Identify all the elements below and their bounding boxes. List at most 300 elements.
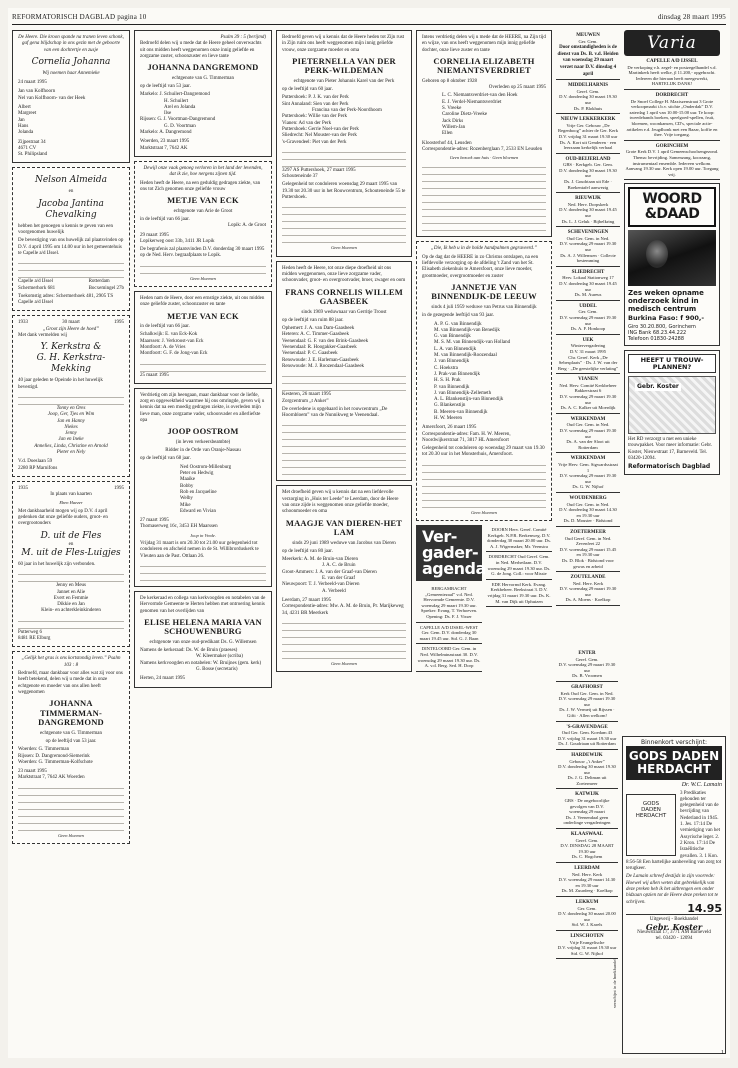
deceased-name: JOOP OOSTROM [167, 426, 239, 437]
church-speaker: Ds. A. van der Sloot uit Rotterdam [566, 439, 610, 450]
ad-text: 40 jaar geleden te Opeinde in het huwelijk bevestigd. [18, 378, 103, 390]
church-speaker: Ds. J. Veenendaal geen onderlinge vergaderingen [563, 814, 611, 826]
anniversary-announcement [12, 315, 130, 476]
ad-intro: Verdrietig om zijn heengaan, maar dankbaar voor de liefde, zorg en opgewektheid waarmee hij ons omringde, geven wij u kennis dat na een moedig gedragen ziekte, is overleden mijn lieve man, onze zorgzame vader, schoonvader en allerliefste opa [140, 392, 265, 424]
wedding-plans-advertisement [624, 350, 720, 474]
book-description: 3 Predikaties gehouden ter gelegenheid van de bevrijding van Nederland in 1945. 1. Jes. 17:14 De vernietiging van het Assyrische leger. 2. 2 Kron. 17:14 De Israëlitische gevallen. 3. 1 Kon. 8:56-58 Een hartelijke aanbeveling van zorg tot terugkeer. [626, 790, 722, 872]
ad-subtitle: In plaats van kaarten [50, 492, 92, 498]
address-line: Capelle a/d IJssel [18, 279, 53, 285]
notice-text: De Snoef College H. Maxiszenstraat 3 Grote verkoopmarkt t.b.v. stichte „Onderdak” D.V. zaterdag 1 april van 10.00-15.00 uur. Te koop: tweedehands boeken, speelgoed-spellen, fruit, bloemen, woonkansen, CD's, speciale actie-artikelen e.d. Jeugdhonk met een Bazar, koffie en thee. Vrije toegang. [626, 98, 718, 138]
varia-notice [624, 141, 720, 181]
varia-notice [624, 56, 720, 90]
ad-signature: Geen bloemen [471, 509, 497, 515]
ad-quote: „Die, Ik heb u in de holde handpalmen gegraveerd.” [431, 246, 537, 252]
church-speaker: Ds. D. Blok · Bidstond voor gewas en arbeid [562, 557, 614, 569]
masthead [12, 10, 726, 25]
newspaper-page [8, 8, 730, 1058]
list-item: Ophemert: J. A. van Dam-Gaasbeek [282, 326, 355, 332]
church-time: D.V. donderdag 30 maart 19.30 uur [559, 94, 617, 105]
and-word: en [68, 189, 74, 195]
ad-signature: Geen bloemen [190, 275, 216, 281]
list-item: Puttershoek: Willie van der Perk [282, 114, 347, 120]
church-notice [556, 80, 620, 114]
list-item: W. Kleermaker (scriba) [196, 654, 243, 660]
text-lines [282, 202, 406, 243]
church-time: D.V. woensdag 29 maart 19.30 uur [558, 696, 616, 707]
family-list [282, 557, 406, 595]
list-item: Francina van der Perk-Noordhoom [312, 108, 382, 114]
deceased-age: op de leeftijd van 68 jaar. [140, 456, 191, 462]
address [18, 630, 124, 643]
death-announcement [12, 651, 130, 844]
list-item: Nel van Kolfhoorn- van der Heek [18, 95, 86, 101]
deceased-age: op de leeftijd van 53 jaar. [45, 738, 97, 744]
church-time: D.V. donderdag 30 maart 19.45 uur [559, 280, 617, 292]
church-notice [556, 682, 618, 722]
church-speaker: Ds. D. Mouster · Bidstond [563, 518, 613, 524]
church-place: SLIEDRECHT [571, 269, 605, 275]
list-item: Ned Oostrom-Millenburg [180, 464, 232, 470]
list-item: Renswoude: M. J. Roozendaal-Gaasbeek [282, 363, 365, 369]
church-time: D.V. woensdag 29 maart 19.30 uur [559, 314, 617, 326]
church-place: UEK [582, 337, 594, 343]
church-notice [556, 193, 620, 227]
publisher-line: Uitgeverij - Boekhandel [649, 917, 699, 923]
anniversary-announcement-2 [12, 481, 130, 647]
ad-date: 29 maart 1995 [140, 232, 169, 238]
church-notice [556, 154, 620, 194]
ad-text: 60 jaar in het huwelijk zijn verbonden. [18, 561, 96, 567]
illustration-label: Gebr. Koster [637, 383, 679, 391]
church-time: D.V. woensdag 29 maart 19.30 uur [559, 428, 617, 439]
deceased-age: op de leeftijd van 53 jaar. [140, 83, 191, 89]
ad-text: Gelegenheid tot condoleren woensdag 29 maart 1995 van 19.30 tot 20.30 uur in het Rouwcentrum, Schouteneinde 55 te Puttershoek. [282, 182, 406, 201]
list-item: Montfoort: A. de Vries [140, 345, 186, 350]
trouw-headline [628, 354, 716, 373]
notice-head: GORINCHEM [655, 143, 689, 149]
list-item: Jack Dirks [442, 118, 464, 124]
ad-intro: De kerkeraad en collega van kerkvoogden en notabelen van de Hervormde Gemeente te Herten hebben met ontroering kennis genomen van het overlijden van [140, 595, 266, 614]
ad-text: Vrijdag 31 maart is om 20.30 tot 21.00 uur gelegenheid tot condoleren en afscheid nemen in de St. Willibrorduskerk te Vleuten aan de Past. Ottlaan 26. [140, 541, 259, 559]
column-3 [276, 30, 412, 1052]
list-item: Renswoude: J. E. Harleman-Gaasbeek [282, 357, 359, 363]
church-speaker: Ds. G. W. Nijhof [572, 484, 604, 490]
church-org: Vrije Evangelische [569, 939, 605, 945]
list-item: Hans [18, 123, 29, 129]
ad-date: 23 maart 1995 [18, 769, 47, 775]
church-notice [556, 493, 620, 527]
ad-date: 27 maart 1995 [140, 518, 169, 524]
list-item: J. Prak-van Binnendijk [434, 371, 480, 377]
church-org: Oud Ger. Gem. in Ned. [566, 422, 610, 428]
church-speaker: Ds. J. W. Vermeij uit Rijssen · Gifti · Allen welkom! [559, 707, 615, 718]
notice-text: Grote Kerk D.V. 1 april Gemeenschoolsengezond. Thema: bevrijding. Samenzang, koorzang, instrumentaal ensemble. Iedereen welkom. Aanvang 19.30 uur. Kerk open 19.00 uur. Toegang vrij. [625, 149, 719, 177]
death-announcement-2 [416, 241, 552, 521]
church-org: Ger. Gem. [578, 38, 598, 44]
church-org: Vrije Herv. Gem. Sigwardsstraat 1 [558, 462, 618, 473]
agenda-item: CAPELLE A/D IJSSEL-WEST Ger. Gem. D.V. donderdag 30 maart 19.45 uur. Std. G. J. Baan [416, 623, 482, 645]
church-notice [556, 789, 618, 829]
list-item: Meerkerk: A. M. de Bruin-van Dieren [282, 557, 358, 563]
church-notice [556, 227, 620, 267]
family-list [18, 406, 124, 456]
list-item: Heteren: A. C. Timmer-Gaasbeek [282, 332, 349, 338]
church-notice [556, 114, 620, 154]
agenda-item: DINTELOORD Ger. Gem. in Ned. Wilhelminastraat 30. D.V. woensdag 29 maart 19.30 uur. Ds. A. v.d. Berg. Sed. H. Dorp [416, 644, 482, 671]
ad-intro: Op de dag dat de HEERE in zo Christus ontslapen, na een liefdevolle verzorging op de afdeling 't Zand van het St. Elisabeth ziekenhuis te Amersfoort, onze lieve moeder, grootmoeder, overgrootmoeder en zuster [422, 254, 539, 279]
parents-list [18, 89, 124, 136]
list-item: G. van Binnendijk [434, 334, 471, 340]
ad-intro: Heden heeft de Heere, tot onze diepe droefheid uit ons midden weggenomen, onze lieve zorgzame vader, schoonvader, groot- en overgrootvader, broer, zwager en oom [282, 265, 406, 284]
list-item: Arel en Jolanda [164, 104, 196, 110]
deceased-age: in de leeftijd van 66 jaar. [140, 324, 190, 330]
list-item: Maarssen: J. Verkroost-van Eck [140, 338, 204, 344]
deceased-age: in de leeftijd van 66 jaar. [140, 216, 190, 222]
death-announcement-3 [134, 291, 272, 384]
ad-intro: Bedroefd geven wij u kennis dat de Heere heden tot Zijn rust in Zijn ruim ons heeft weggenomen mijn innig geliefde vrouw, onze zorgzame moeder en oma [282, 35, 405, 53]
book-cover [626, 794, 676, 856]
death-announcement [416, 30, 552, 237]
church-time: D.V. vrijdag 31 maart 19.30 uur [557, 735, 617, 741]
book-cover-line: GODS [642, 800, 660, 807]
church-org: Geref. Gem. [575, 837, 599, 843]
church-place: ZOETERMEER [570, 529, 606, 535]
text-lines [282, 618, 406, 659]
list-item: H. S. H. Prak [434, 378, 461, 384]
ad-reference: Psalm 39 : 5 (berijmd) [220, 35, 266, 40]
family-list [282, 326, 406, 370]
family-list [18, 747, 124, 766]
trouw-footer: Reformatorisch Dagblad [628, 463, 711, 471]
trouw-line: HEEFT U TROUW- [640, 356, 704, 365]
death-announcement-3 [276, 485, 412, 672]
year-start: 1935 [18, 485, 28, 491]
agenda-item: DOORN Herv. Geref. Comité Kerkgeb. N.P.R. Berkenweg. D.V. donderdag 30 maart 20.00 uur. Ds. A. J. Wigermaker, Mr. Veenstra [486, 525, 552, 552]
list-item: Woerden: G. Timmerman-Kolfschote [18, 759, 93, 765]
ad-address: Correspondentie-adres: Fam. H. W. Meeren, Noordwijkerstraat 71, 3817 HL Amersfoort [422, 431, 511, 443]
wedding-announcement [12, 167, 130, 311]
deceased-age: op de leeftijd van ruim 88 jaar. [282, 317, 344, 323]
church-org: Wintervergadering [570, 343, 606, 349]
text-lines [140, 261, 266, 274]
church-notice [556, 414, 620, 454]
family-list [422, 322, 546, 423]
church-notice [556, 572, 620, 606]
ad-address: Zorgcentrum „t Anker” [282, 398, 329, 404]
family-list [282, 95, 406, 145]
list-item: M. S. M. van Binnendijk-van Holland [434, 340, 511, 346]
deceased-subtitle: echtgenote van Arie de Groot [173, 208, 233, 214]
ad-date: Kesteren, 26 maart 1995 [282, 392, 332, 398]
ad-signature: Joop in Vrede. [190, 532, 216, 538]
church-org: Ned. Herv. Kerk [571, 871, 603, 877]
church-speaker: Std. W. J. Karels [571, 922, 603, 928]
child-nickname: Wij noemen haar Annemieke [42, 70, 100, 76]
charity-amount: Burkina Faso: f 900,- [628, 314, 705, 323]
church-place: NIEUW LEKKERKERK [560, 117, 616, 123]
church-org: Herv. Lokaal Stationweg 17 [562, 275, 614, 281]
list-item: Margreet [18, 111, 37, 117]
church-place: HARDEWIJK [571, 752, 603, 758]
text-lines [282, 147, 406, 167]
list-item: Bobby [180, 483, 194, 489]
list-item: C. Hoekstra [434, 365, 458, 371]
family-list [18, 583, 124, 614]
list-item: Markelo: J. Schuilert-Dangremond [140, 92, 210, 98]
list-item: A. P. G. van Binnendijk [434, 321, 482, 327]
church-place: WERKENDAM [570, 416, 606, 422]
list-item: Woerden: G. Timmerman [18, 747, 70, 753]
wedding-illustration [628, 376, 716, 434]
address-block [18, 279, 124, 292]
church-time: D.V. woensdag 29 maart 19.30 uur [559, 394, 617, 405]
text-lines [18, 569, 124, 582]
list-item: G. Bosse (secretaris) [196, 667, 238, 672]
charity-logo-line: &DAAD [644, 206, 700, 223]
church-time: D.V. vrijdag 31 maart 19.30 uur [558, 133, 618, 139]
book-ad-title [626, 746, 722, 780]
church-time: D.V. woensdag 29 maart 14.30 en 19.30 uur [558, 877, 616, 888]
church-org: Geref. Gem. [576, 88, 600, 94]
list-item: Namens kerkvoogden en notabelen: W. Bruijnes (gem. kerk) [140, 660, 262, 666]
list-item: Jan en Ineke [58, 437, 84, 443]
contact-line: Giro 30.20.800, Gorinchem [628, 323, 696, 330]
church-time: D.V. woensdag 29 maart 19.30 uur [558, 662, 616, 673]
deceased-name: METJE VAN ECK [167, 195, 239, 206]
agenda-title-2: gader- [422, 543, 479, 563]
year-start: 1933 [18, 320, 28, 326]
church-speaker: Ds. C. Hogchem [571, 854, 603, 860]
ad-intro: Bedroefd delen wij u mede dat de Heere geheel onverwachts uit ons midden heeft weggenomen onze innig geliefde en zorgzame zuster, schoonzuster en lieve tante [140, 41, 262, 59]
list-item: Mike [180, 502, 191, 508]
masthead-left: REFORMATORISCH DAGBLAD pagina 10 [12, 13, 147, 21]
church-org: Oud Ger. Gem. Koedam 43 [561, 730, 613, 736]
deceased-honour: Ridder in de Orde van Oranje-Nassau [165, 448, 241, 454]
deceased-name: JOHANNA DANGREMOND [147, 62, 259, 73]
list-item: Markelo: A. Dangremond [140, 130, 192, 136]
year-end: 1995 [113, 320, 124, 326]
agenda-item: EDE Hervormd Kerk. Evang. Kerkbeheer. Beekstraat 3. D.V. vrijdag 31 maart 19.30 uur. Ds. K. M. van Dijk uit Ophuizen [486, 580, 552, 607]
church-org: Ned. Herv. Comité Kerkbeheer Bakkerstraat 6 [559, 382, 617, 394]
list-item: M. van Binnendijk-Roozendaal [434, 353, 497, 359]
list-item: Rob en Jacqueline [180, 489, 217, 495]
agenda-section [416, 525, 552, 672]
column-6 [556, 30, 620, 644]
church-place: MIDDELHARNIS [567, 83, 608, 89]
church-place: SCHEVENINGEN [567, 230, 609, 236]
charity-contact [628, 324, 716, 343]
ad-signature: Geen bloemen [331, 660, 357, 666]
church-place: VIANEN [578, 377, 598, 383]
text-lines [140, 561, 266, 581]
agenda-left [416, 525, 486, 672]
church-place: LINSCHOTEN [570, 933, 604, 939]
church-org: Oud Geref. Gem. in Ned. Zevenfeet 22 [564, 535, 612, 547]
agenda-item: DORDRECHT Oud Geref. Gem. in Ned. Merhetlaan. D.V. woensdag 29 maart 19.30 uur. Ds. G. de Jong. Coll.: voor Missie [486, 552, 552, 579]
agenda-item: BERGAMBACHT „Gemeentezaal” v.d. Ned. Hervormde Gemeente. D.V. woensdag 29 maart 19.30 uur. Spreker: Evang. T. Verhoeven. Opening: Ds. F. J. Visser [416, 584, 482, 623]
condolence-notice [134, 591, 272, 688]
list-item: J. A. C. de Bruin [322, 563, 356, 569]
church-speaker: Ds. A. F. Honkoop [570, 326, 606, 332]
list-item: B. Meeren-van Binnendijk [434, 409, 488, 415]
address-line: 2280 RP Marnifons [18, 465, 58, 471]
varia-notice [624, 90, 720, 141]
church-time: D.V. 31 maart 1995 [569, 348, 607, 354]
church-place: OUD-BEIJERLAND [565, 156, 611, 162]
church-time: D.V. donderdag 30 maart 14.30 en 19.30 uur [559, 507, 617, 518]
birth-date: 24 maart 1995 [18, 80, 47, 86]
charity-headline: Zes weken opname onderzoek kind in medisch centrum [628, 289, 704, 314]
contact-line: ING Bank 68.23.44.222 [628, 329, 687, 336]
deceased-age: in de gezegende leeftijd van 93 jaar. [422, 313, 495, 319]
list-item: Namens de kerkeraad: Ds. W. de Bruin (praeses) [140, 648, 238, 654]
text-lines [18, 392, 124, 405]
trouw-text: Het RD verzorgt u met een unieke trouwpakket. Voor meer informatie: Gebr. Koster, Nieuwstraat 17, Barneveld. Tel. 03420-12094. [628, 437, 712, 461]
church-org: Gebouw „'t Anker” [569, 758, 605, 764]
signatories [140, 648, 266, 673]
deceased-subtitle: echtgenote van G. Timmerman [40, 730, 102, 736]
list-item: G. Blankenstijn [434, 403, 466, 409]
church-speaker: Ds. P. Blokhuis [573, 105, 603, 111]
list-item: G. D. Voortman [164, 123, 196, 129]
list-item: P. van Binnendijk [434, 384, 470, 390]
church-time: D.V. DINSDAG 28 MAART 19.30 uur [560, 843, 614, 854]
list-item: M. van Binnendijk-van Benedijk [434, 327, 500, 333]
list-item: Puttershoek: P. J. K. van der Perk [282, 95, 349, 101]
list-item: Schalkwijk: E. van Eck-Kok [140, 332, 198, 338]
address-line: Rotterdam [88, 279, 110, 285]
list-item: Veenendaal: P. C. Gaasbeek [282, 351, 338, 357]
text-lines [422, 460, 546, 508]
list-item: Vianen: Ad van der Perk [282, 120, 332, 126]
family-list [140, 92, 266, 136]
child-photo [628, 230, 716, 286]
publisher-line: Nieuwstraat 17, 3771 AM Barneveld [637, 929, 711, 935]
church-notice [556, 750, 618, 790]
book-cover-line: HERDACHT [635, 813, 667, 820]
church-speaker: Ds. A. C. Kalker uit Moerdijk [560, 405, 616, 411]
deceased-name: FRANS CORNELIS WILLEM GAASBEEK [285, 286, 403, 307]
church-notice [556, 527, 620, 572]
church-speaker: Std. G. W. Nijhof [570, 950, 604, 956]
text-lines [140, 359, 266, 372]
list-item: Jan [18, 117, 25, 123]
ad-intro: hebben het genoegen u kennis te geven van een voorgenomen huwelijk [18, 223, 113, 236]
list-item: Edward en Vivian [180, 508, 216, 514]
agenda-right [486, 525, 552, 672]
deceased-name: CORNELIA ELIZABETH NIEMANTSVERDRIET [433, 55, 535, 76]
address-line: St. Philipsland [18, 152, 48, 158]
list-item: E. van der Graaf [322, 576, 356, 582]
deceased-subtitle: echtgenote van Pieter Johannis Karel van der Perk [293, 78, 395, 84]
text-lines [18, 783, 124, 831]
church-time: D.V. vrijdag 31 maart 19.30 uur [557, 945, 617, 951]
list-item: Sliedrecht: Nel Mouster-van der Perk [282, 133, 357, 139]
church-notice [556, 722, 618, 750]
ad-intro: Bedroefd, maar dankbaar voor alles wat zij voor ons heeft betekend, delen wij u mede dat in onze echtgenote en moeder van ons allen heeft weggenomen [18, 670, 123, 695]
ad-address: Correspondentie-adres: Rozenberglaan 7, 2533 EN Leusden [422, 146, 543, 152]
ad-signature: Geen bloemen [58, 832, 84, 838]
church-speaker: Ds. M. Zuurdeeg · Koelkop [561, 888, 613, 894]
ad-intro: Intens verdrietig delen wij u mede dat de HEERE, na Zijn tijd en wijze, van ons heeft weggenomen mijn innig geliefde dochter, onze lieve zuster en tante [422, 35, 546, 53]
death-announcement-2 [134, 161, 272, 287]
book-foreword: De Lamain schreef destijds in zijn voorrede: Hoewel wij allen weten dat gebrekkelijk van deze preken heb ik het uitbrengen een onder bidzaan opzien tot de Heere deze preken tot te schrijven. [626, 874, 719, 905]
ad-quote: „Groot zijn Heere de hoed” [42, 326, 99, 332]
list-item: Joop, Ger, Tjes en Wim [47, 412, 95, 418]
ad-date: Amersfoort, 26 maart 1995 [422, 425, 477, 431]
church-notice [556, 374, 620, 414]
list-item: Sint Annaland: Sien van der Perk [282, 101, 349, 107]
list-item: J. van Binnendijk-Zellemeth [434, 390, 492, 396]
deceased-subtitle: sinds 1969 weduwnaar van Gerritje Troost [301, 309, 387, 315]
list-item: Jolanda [18, 130, 34, 136]
church-place: MEUWEN [576, 33, 600, 38]
church-speaker: Ds. J. G. Deltman uit Zoetermeer [567, 775, 607, 786]
church-time: D.V. woensdag 29 maart 19.30 uur [559, 241, 617, 252]
column-2 [134, 30, 272, 1052]
address-line: Putterweg 6 [18, 629, 43, 635]
church-time: D.V. woensdag 29 maart 15.45 en 19.30 uur [559, 546, 617, 558]
birth-announcement [12, 30, 130, 163]
ad-intro: Met droefheid geven wij u kennis dat na een liefdevolle verzorging in „Huis ter Leede” te Leerdam, door de Heere van onze zijde is weggenomen onze geliefde moeder, schoonmoeder en oma [282, 490, 399, 515]
church-notice [556, 863, 618, 897]
agenda-title-1: Ver- [422, 527, 457, 547]
ad-signature: Geen bezoek aan huis · Geen bloemen [449, 155, 519, 161]
list-item: L. C. Niemantsverdriet-van den Hoek [442, 93, 518, 99]
spine-note: verschijnt in de boekhandel [612, 958, 617, 1008]
list-item: Jan en Hanny [57, 418, 85, 424]
groom-name: Nelson Almeida [34, 175, 108, 186]
address-line: Bocxemingel 27b [88, 285, 124, 291]
list-item: A. L. Blankenstijn-van Binnendijk [434, 397, 504, 403]
list-item: Willem-Jan [442, 124, 466, 130]
couple-name: Y. Kerkstra & [40, 342, 102, 353]
book-ad-intro: Binnenkort verschijnt: [641, 739, 707, 746]
church-speaker: Ds. J. Goudriaan uit Rotterdam [558, 741, 616, 747]
deceased-name: JANNETJE VAN BINNENDIJK-DE LEEUW [431, 281, 537, 302]
ad-date: Herten, 24 maart 1995 [140, 676, 185, 682]
agenda-title-3: agenda [422, 559, 486, 579]
masthead-right: dinsdag 28 maart 1995 [657, 13, 726, 21]
list-item: Pieter en Nely [56, 449, 86, 455]
deceased-subtitle: sinds 29 juni 1989 weduwe van Jacobus van Dieren [292, 540, 396, 546]
deceased-subtitle: sinds 4 juli 1959 weduwe van Petrus van Binnendijk [431, 304, 537, 310]
ad-date: Woerden, 23 maart 1995 [140, 139, 190, 145]
ad-address: Thomaserweg 16c, 3453 EH Maarssen [140, 524, 218, 530]
church-time: D.V. donderdag 30 maart 19.45 uur [559, 207, 617, 219]
list-item: Jannet en Alie [56, 589, 86, 595]
death-announcement-4 [134, 388, 272, 587]
ad-quote: De Heere. Die kroon spande na tranen leven schonk, gaf gena blijdschap in ons gezin met de geboorte van een dochtertje en zusje [18, 35, 124, 53]
list-item: Nieuwpoort: T. J. Verbeeld-van Dieren [282, 582, 360, 588]
list-item: Welby [180, 496, 193, 502]
family-list [140, 332, 266, 357]
charity-logo-line: WOORD [642, 191, 702, 208]
church-notice [556, 897, 618, 931]
church-notice [556, 829, 618, 863]
notice-head: CAPELLE A/D IJSSEL [646, 59, 698, 64]
church-org: Vrije Ger. Gebouw „De Regenboog” achter de Ger. Kerk [557, 122, 619, 134]
text-lines [18, 258, 124, 278]
ad-text: De bevestiging van ons huwelijk zal plaatsvinden op D.V. 4 april 1995 om 14.00 uur in het gemeentehuis te Capelle a/d IJssel. [18, 238, 124, 256]
list-item: Veenendaal: G. F. van den Brink-Gaasbeek [282, 338, 369, 344]
list-item: Puttershoek: Gerrie Noel-van der Perk [282, 126, 359, 132]
family-list [140, 465, 266, 515]
address-line: Schermerhork 681 [18, 285, 56, 291]
ad-address: Lopikerweg oost 33b, 3411 JR Lopik [140, 238, 215, 244]
church-speaker: Ds. B. Vroomen [572, 673, 602, 679]
church-place: UDDEL [579, 303, 597, 309]
